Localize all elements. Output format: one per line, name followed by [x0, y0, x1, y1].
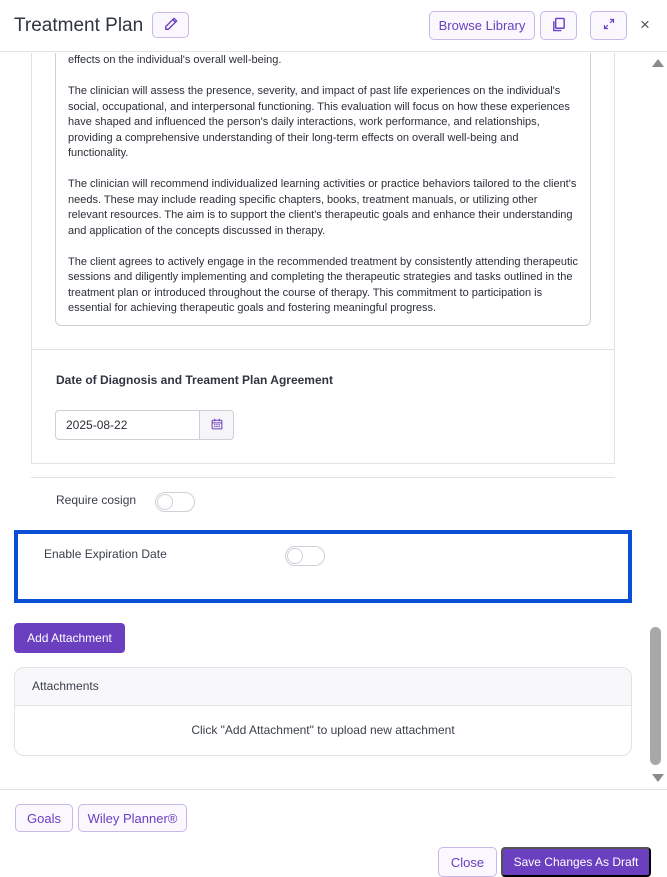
treatment-text-box[interactable]: [55, 53, 591, 326]
attachments-header: Attachments: [15, 668, 631, 706]
expiration-date-label: Enable Expiration Date: [44, 547, 167, 561]
expiration-date-toggle[interactable]: [285, 546, 325, 566]
copy-button[interactable]: [540, 11, 577, 40]
wiley-planner-button[interactable]: Wiley Planner®: [78, 804, 187, 832]
save-draft-button[interactable]: Save Changes As Draft: [501, 847, 651, 877]
scroll-down-arrow-icon[interactable]: [652, 774, 664, 782]
diagnosis-date-label: Date of Diagnosis and Treament Plan Agreement: [56, 373, 333, 387]
dialog-body[interactable]: [0, 53, 646, 788]
goals-button[interactable]: Goals: [15, 804, 73, 832]
copy-icon: [551, 17, 566, 35]
expand-button[interactable]: [590, 11, 627, 40]
close-icon[interactable]: ×: [640, 15, 650, 34]
attachments-card: [14, 667, 632, 756]
require-cosign-label: Require cosign: [56, 493, 137, 507]
dialog-header: [0, 0, 667, 52]
section-divider: [31, 349, 615, 350]
paragraph: The clinician will recommend individualized learning activities or practice behaviors tailored to the client's needs. These may include reading specific chapters, books, treatment manuals, or utilizing other relevant resources. The aim is to support the client's therapeutic goals and enhance their understanding and application of the concepts discussed in therapy.: [68, 178, 577, 237]
paragraph: effects on the individual's overall well-being.: [68, 54, 282, 66]
diagnosis-date-input[interactable]: 2025-08-22: [55, 410, 200, 440]
expand-icon: [603, 18, 615, 33]
toggle-knob: [287, 548, 303, 564]
paragraph: The client agrees to actively engage in the recommended treatment by consistently attending therapeutic sessions and diligently implementing and completing the therapeutic strategies and tasks outlined in the treatment plan or introduced throughout the course of therapy. This commitment to participation is essential for achieving therapeutic goals and fostering meaningful progress.: [68, 255, 578, 314]
edit-title-button[interactable]: [152, 12, 189, 38]
calendar-icon: [211, 418, 223, 433]
require-cosign-toggle[interactable]: [155, 492, 195, 512]
footer-divider: [0, 789, 667, 790]
pencil-icon: [164, 17, 178, 34]
scrollbar[interactable]: [646, 53, 667, 788]
scroll-thumb[interactable]: [650, 627, 661, 765]
attachments-empty-text: Click "Add Attachment" to upload new attachment: [191, 723, 455, 737]
close-button[interactable]: Close: [438, 847, 497, 877]
calendar-button[interactable]: [199, 410, 234, 440]
page-title: Treatment Plan: [14, 15, 144, 36]
scroll-up-arrow-icon[interactable]: [652, 59, 664, 67]
add-attachment-button[interactable]: Add Attachment: [14, 623, 125, 653]
toggle-knob: [157, 494, 173, 510]
browse-library-button[interactable]: Browse Library: [429, 11, 535, 40]
expiration-highlight: [14, 530, 632, 603]
section-divider: [31, 477, 615, 478]
paragraph: The clinician will assess the presence, severity, and impact of past life experiences on the individual's social, occupational, and interpersonal functioning. This evaluation will focus on how these experiences have shaped and influenced the person's daily interactions, work performance, and relationships, providing a comprehensive understanding of their long-term effects on overall well-being and functionality.: [68, 85, 570, 159]
